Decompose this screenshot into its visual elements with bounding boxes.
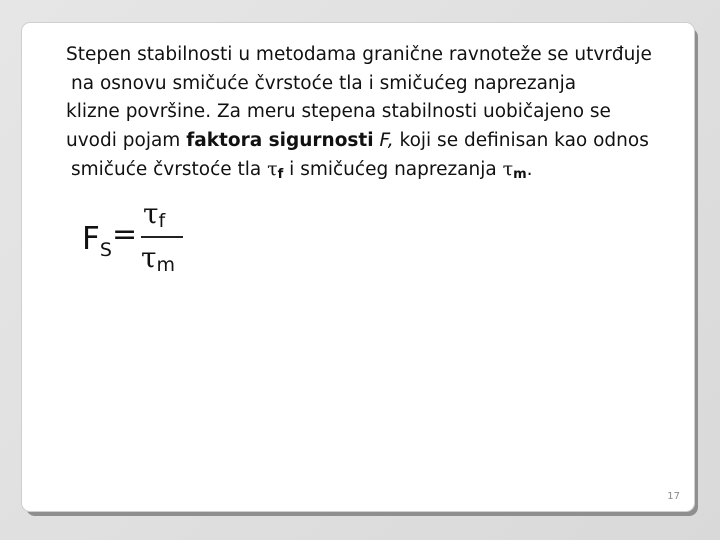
- numerator-subscript: f: [158, 210, 166, 232]
- text-line-4-start: uvodi pojam: [66, 129, 187, 151]
- formula-lhs: [82, 221, 112, 261]
- formula-lhs-subscript: S: [99, 239, 112, 261]
- denominator-tau: τ: [141, 241, 157, 274]
- text-period: .: [526, 159, 533, 181]
- tau-symbol-m: τ: [502, 158, 514, 181]
- subscript-f: f: [277, 167, 284, 183]
- term-safety-factor: faktora sigurnosti: [186, 129, 374, 151]
- numerator-tau: τ: [143, 197, 159, 230]
- text-line-4: [66, 127, 686, 156]
- text-line-3: klizne površine. Za meru stepena stabilnosti uobičajeno se: [66, 101, 611, 123]
- text-line-1: Stepen stabilnosti u metodama granične ravnoteže se utvrđuje: [66, 44, 652, 65]
- slide-body-text: [66, 41, 686, 190]
- text-line-5-mid: i smičućeg naprezanja: [283, 159, 503, 181]
- page-number: 17: [667, 491, 680, 502]
- text-line-5: [66, 155, 686, 190]
- subscript-m: m: [513, 167, 527, 183]
- text-line-5-start: smičuće čvrstoće tla: [71, 159, 268, 181]
- slide: [22, 23, 694, 511]
- formula-equals-sign: =: [112, 217, 138, 252]
- formula-numerator: [143, 197, 165, 232]
- formula-lhs-symbol: F: [82, 221, 100, 257]
- symbol-f-italic: F,: [379, 129, 394, 151]
- tau-symbol-f: τ: [267, 158, 278, 181]
- text-line-2: na osnovu smičuće čvrstoće tla i smičućeg naprezanja: [71, 72, 577, 94]
- fraction-bar: [141, 236, 183, 238]
- denominator-subscript: m: [156, 254, 176, 276]
- safety-factor-formula: [82, 197, 212, 289]
- formula-denominator: [141, 241, 175, 276]
- text-line-4-end: koji se definisan kao odnos: [393, 129, 649, 151]
